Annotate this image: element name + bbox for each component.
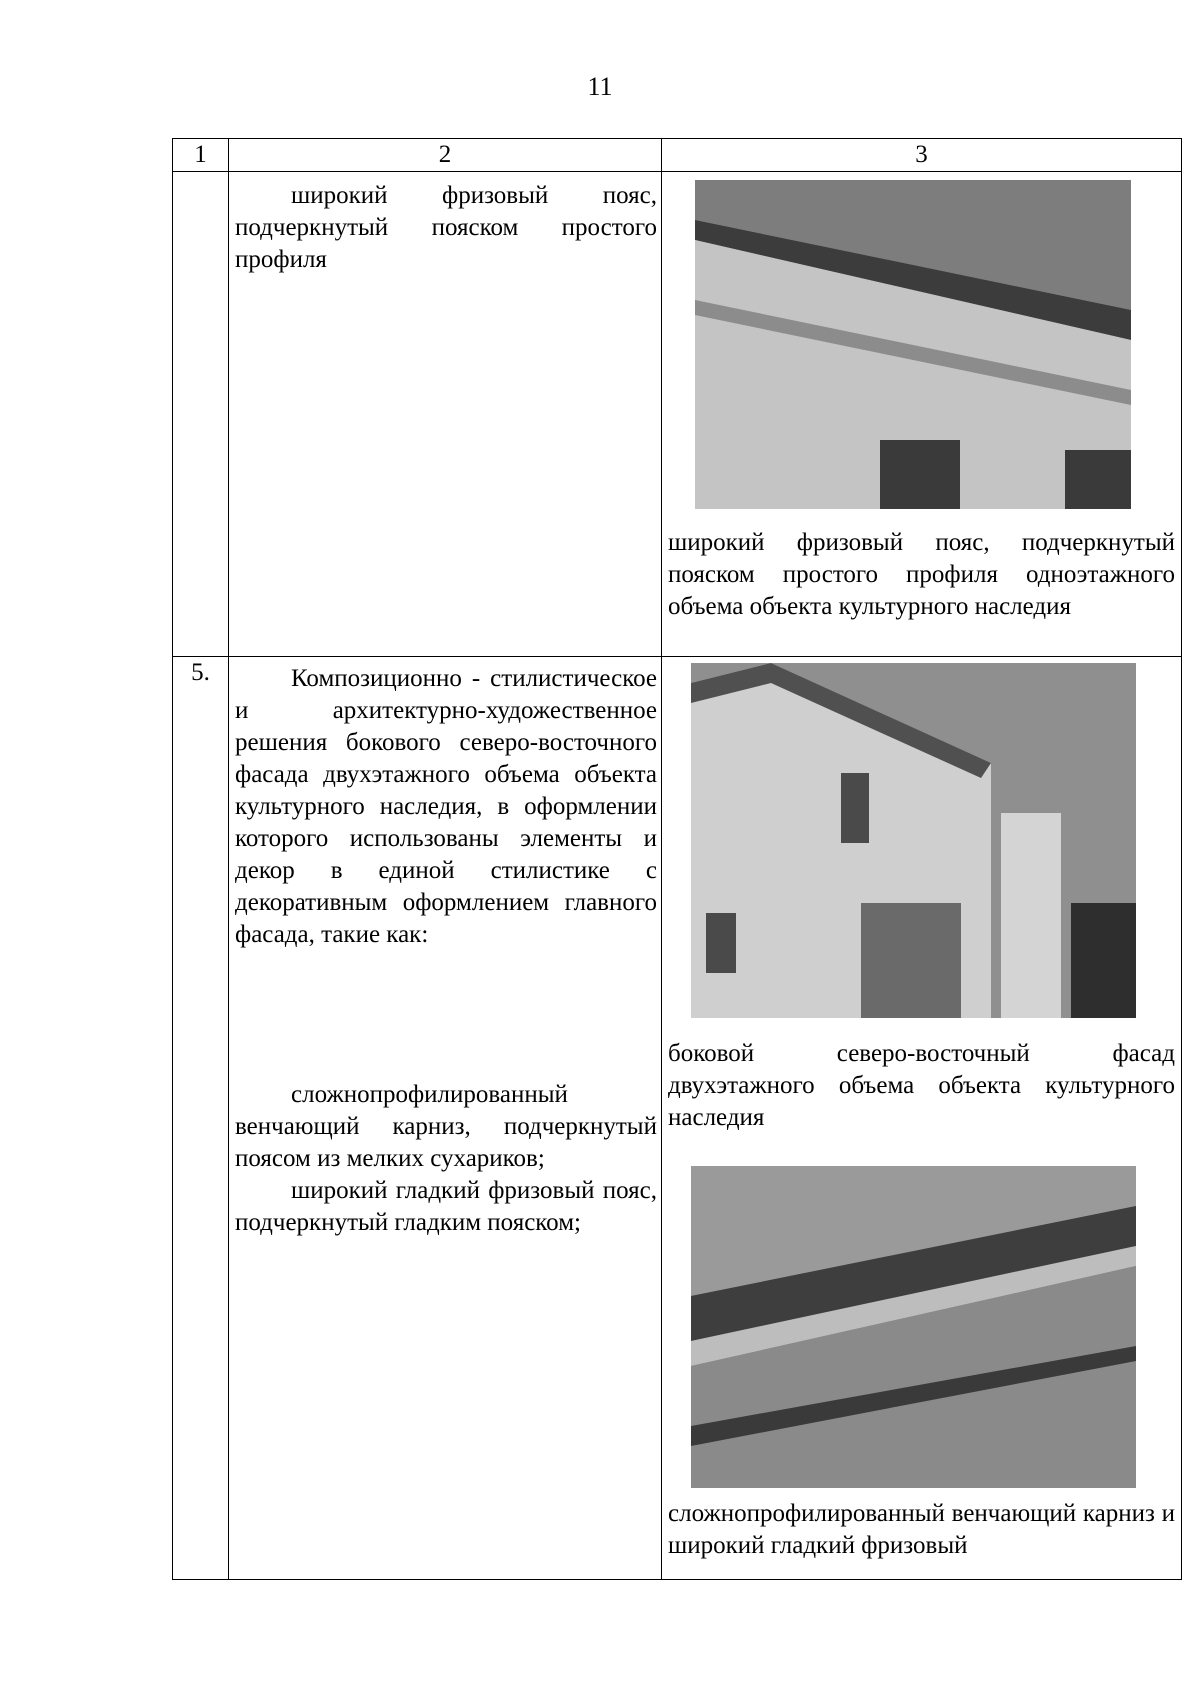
list-item: сложнопрофилированный венчающий карниз, подчеркнутый поясом из мелких сухариков; [235, 1081, 657, 1172]
row-description-cell [229, 657, 662, 1580]
header-col-2: 2 [229, 139, 662, 172]
frieze-photo [695, 180, 1131, 509]
facade-photo [691, 663, 1136, 1018]
page-number: 11 [587, 72, 613, 101]
row-number [173, 172, 229, 657]
row-description: Композиционно - стилистическое и архитектурно-художественное решения бокового северо-восточного фасада двухэтажного объема объекта культурного наследия, в оформлении которого использованы элементы и декор в единой стилистике с декоративным оформлением главного фасада, такие как: [235, 665, 657, 948]
photo-caption: широкий фризовый пояс, подчеркнутый пояском простого профиля одноэтажного объема объекта культурного наследия [668, 529, 1175, 620]
row-description-cell [229, 172, 662, 657]
photo-caption: боковой северо-восточный фасад двухэтажного объема объекта культурного наследия [668, 1040, 1175, 1131]
header-col-3: 3 [662, 139, 1182, 172]
table-header-row [173, 139, 1182, 172]
row-photo-cell [662, 172, 1182, 657]
row-description: широкий фризовый пояс, подчеркнутый пояском простого профиля [235, 182, 657, 273]
row-photo-cell [662, 657, 1182, 1580]
row-number: 5. [173, 657, 229, 1580]
table-row [173, 172, 1182, 657]
table-row [173, 657, 1182, 1580]
heritage-table [172, 138, 1182, 1580]
photo-caption: сложнопрофилированный венчающий карниз и широкий гладкий фризовый [668, 1500, 1175, 1559]
header-col-1: 1 [173, 139, 229, 172]
cornice-photo [691, 1166, 1136, 1488]
list-item: широкий гладкий фризовый пояс, подчеркнутый гладким пояском; [235, 1177, 657, 1236]
